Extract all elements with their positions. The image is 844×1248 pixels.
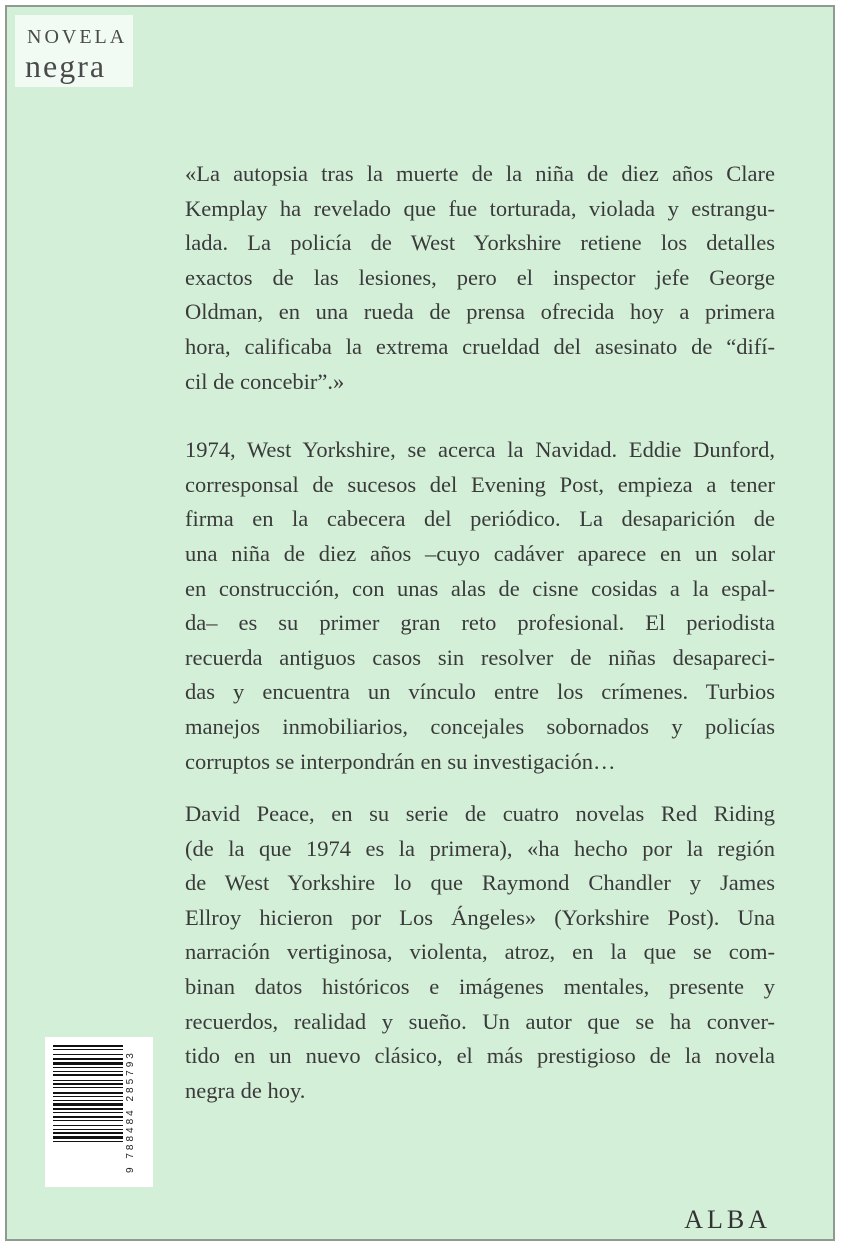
- text-line: David Peace, en su serie de cuatro novelas Red Riding: [185, 801, 775, 827]
- text-line: narración vertiginosa, violenta, atroz, en la que se com-: [185, 939, 775, 965]
- text-line: corruptos se interpondrán en su investigación…: [185, 748, 616, 774]
- text-line: exactos de las lesiones, pero el inspector jefe George: [185, 264, 775, 290]
- barcode: [45, 1037, 153, 1187]
- text-line: firma en la cabecera del periódico. La desaparición de: [185, 506, 775, 532]
- series-label-bottom: negra: [25, 48, 107, 84]
- text-line: una niña de diez años –cuyo cadáver aparece en un solar: [185, 540, 775, 566]
- text-line: (de la que 1974 es la primera), «ha hecho por la región: [185, 835, 775, 861]
- text-line: «La autopsia tras la muerte de la niña de diez años Clare: [185, 161, 775, 186]
- text-line: Ellroy hicieron por Los Ángeles» (Yorkshire Post). Una: [185, 904, 775, 930]
- series-label-top: NOVELA: [27, 26, 128, 48]
- text-line: das y encuentra un vínculo entre los crímenes. Turbios: [185, 679, 775, 705]
- text-line: Kemplay ha revelado que fue torturada, violada y estrangu-: [185, 195, 775, 221]
- publisher-logo: ALBA: [684, 1205, 771, 1234]
- book-back-cover: [5, 5, 835, 1241]
- text-line: de West Yorkshire lo que Raymond Chandler y James: [185, 870, 775, 896]
- series-label: [15, 15, 133, 87]
- text-line: recuerda antiguos casos sin resolver de niñas desapareci-: [185, 644, 775, 670]
- text-line: cil de concebir”.»: [185, 368, 345, 394]
- text-line: lada. La policía de West Yorkshire retiene los detalles: [185, 230, 775, 256]
- text-line: tido en un nuevo clásico, el más prestigioso de la novela: [185, 1043, 775, 1069]
- quote-paragraph: [185, 157, 775, 399]
- text-line: da– es su primer gran reto profesional. El periodista: [185, 610, 775, 636]
- blurb-text: [185, 157, 775, 1108]
- barcode-bars: [53, 1045, 123, 1179]
- text-line: 1974, West Yorkshire, se acerca la Navidad. Eddie Dunford,: [185, 437, 775, 463]
- text-line: recuerdos, realidad y sueño. Un autor que se ha conver-: [185, 1008, 775, 1034]
- text-line: manejos inmobiliarios, concejales sobornados y policías: [185, 713, 775, 739]
- text-line: en construcción, con unas alas de cisne cosidas a la espal-: [185, 575, 775, 601]
- text-line: hora, calificaba la extrema crueldad del asesinato de “difí-: [185, 333, 775, 359]
- author-paragraph: [185, 797, 775, 1108]
- isbn-number: 9 788484 285793: [125, 1050, 136, 1174]
- text-line: negra de hoy.: [185, 1077, 306, 1103]
- synopsis-paragraph: [185, 433, 775, 779]
- text-line: corresponsal de sucesos del Evening Post, empieza a tener: [185, 471, 775, 497]
- text-line: Oldman, en una rueda de prensa ofrecida hoy a primera: [185, 299, 775, 325]
- text-line: binan datos históricos e imágenes mentales, presente y: [185, 974, 775, 1000]
